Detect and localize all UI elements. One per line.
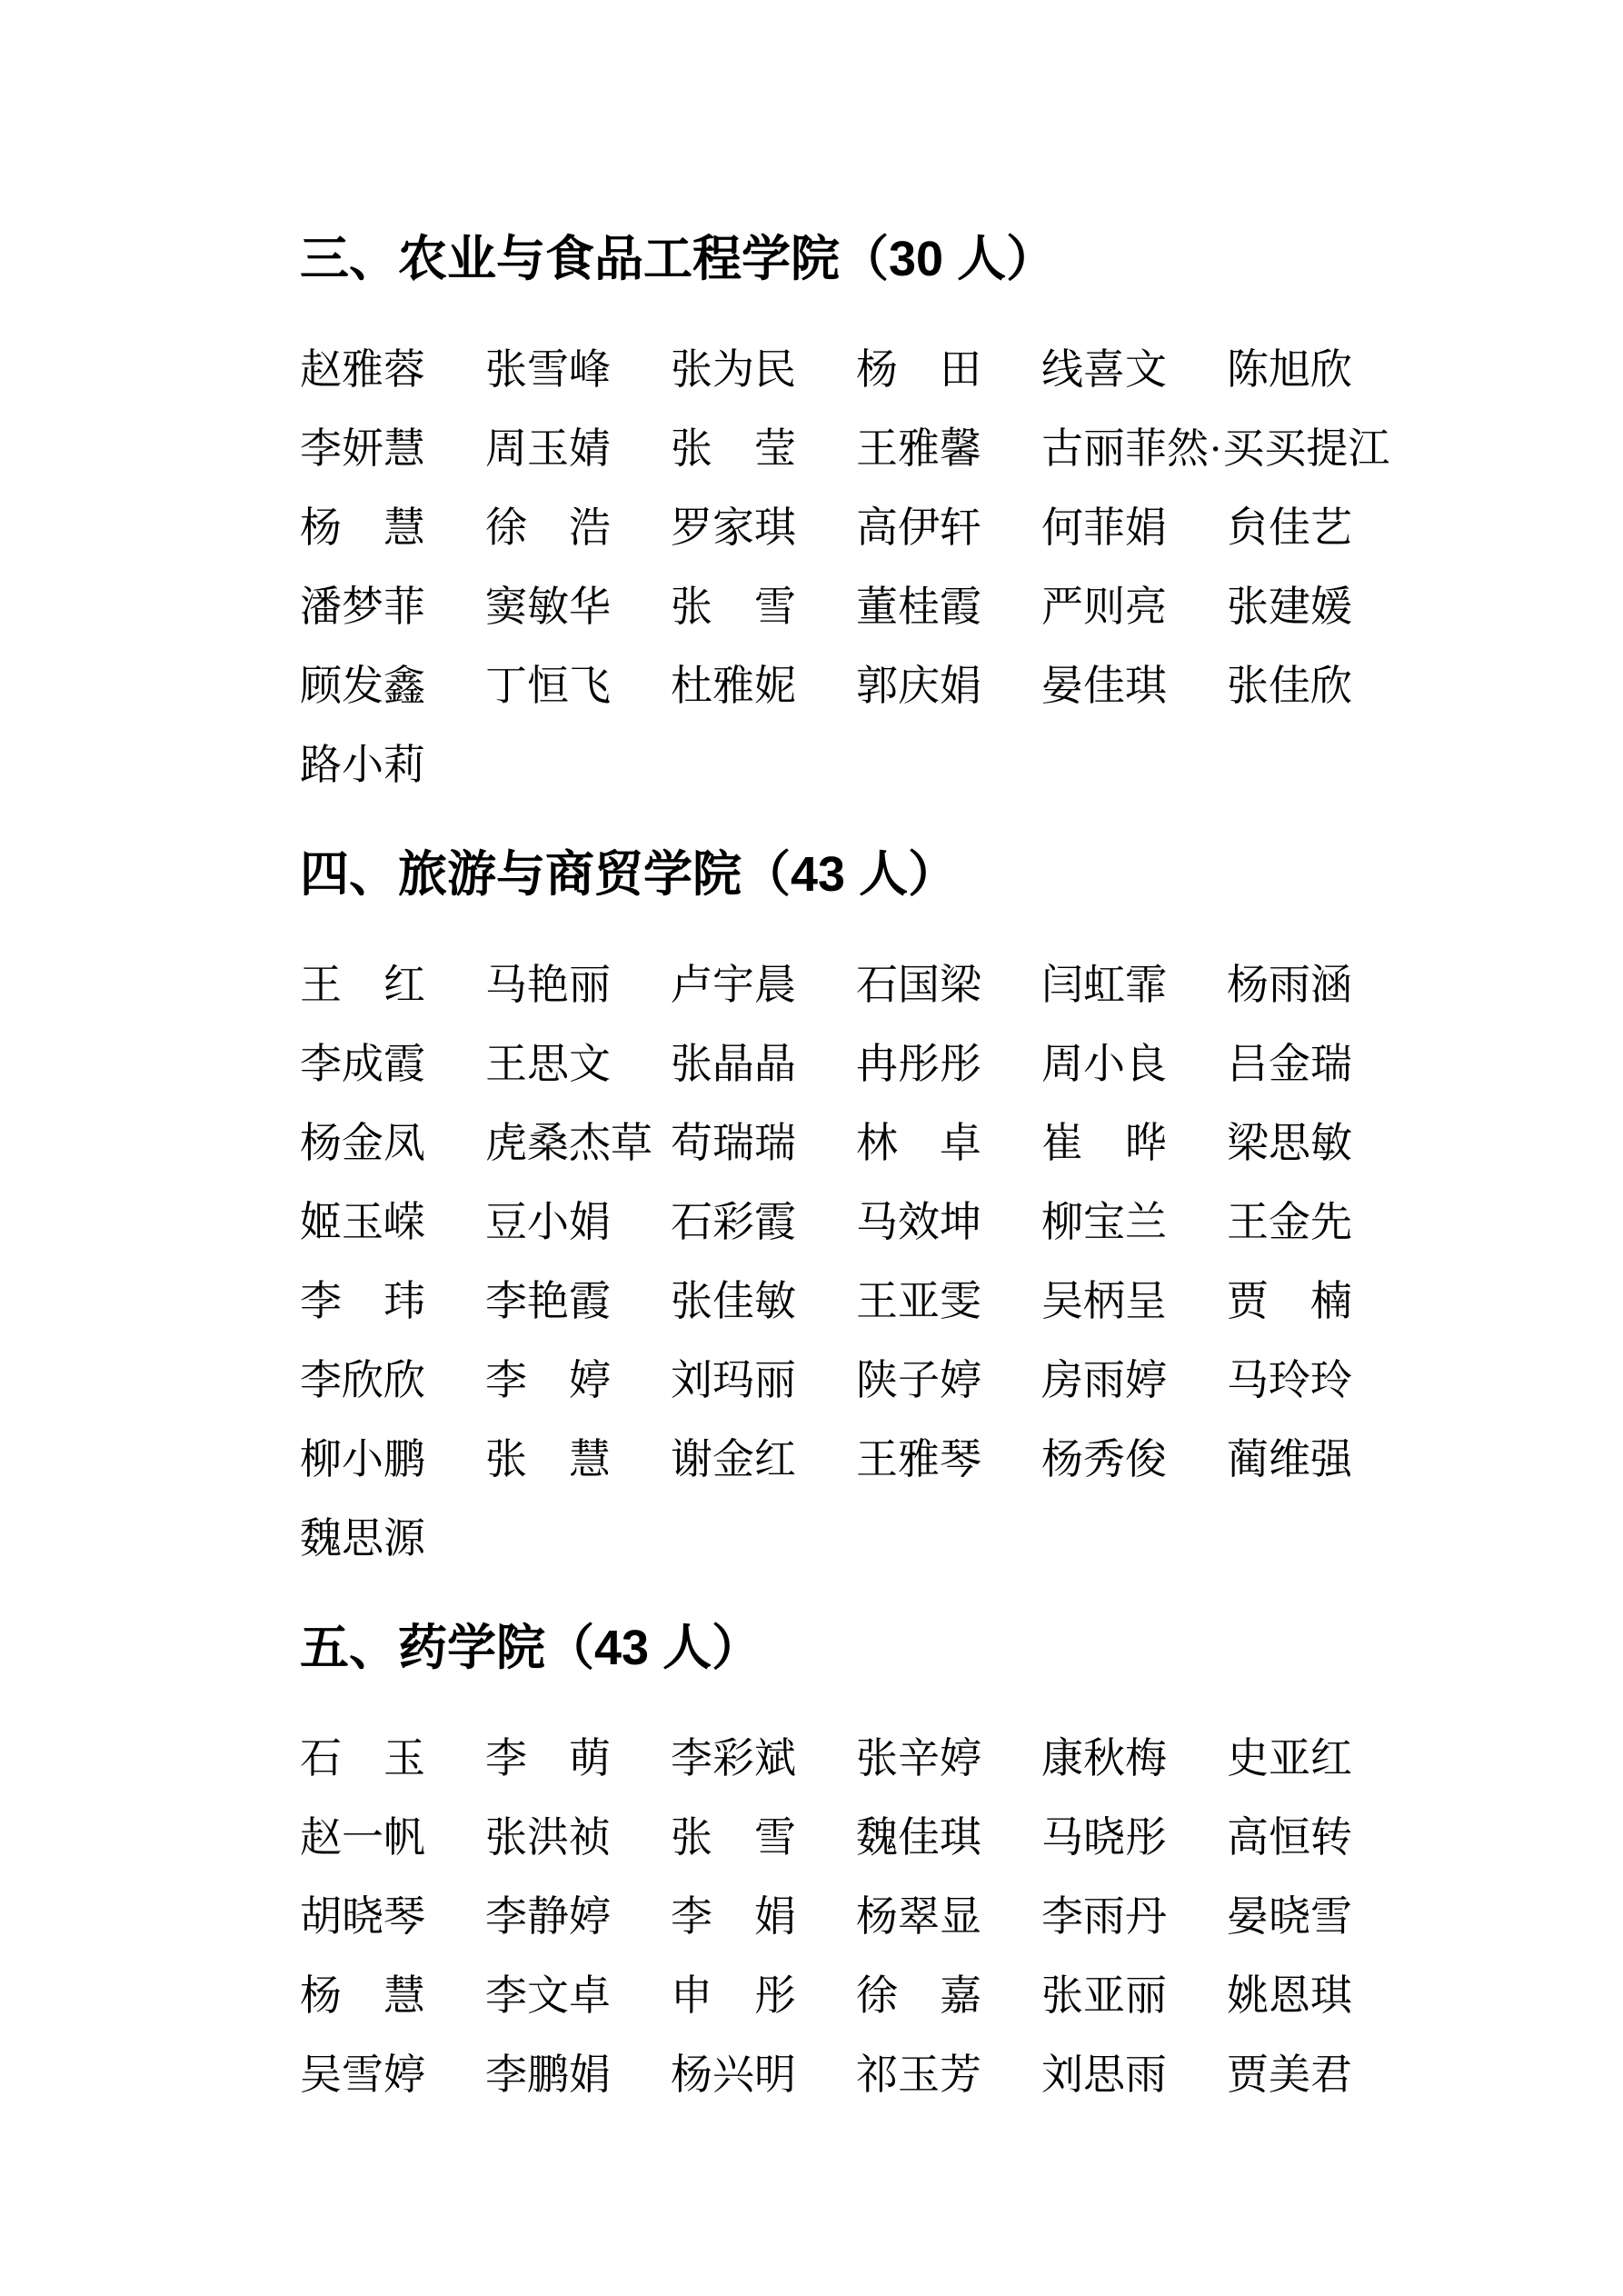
student-name: 顾发鑫 <box>300 663 425 709</box>
student-name: 杨雨涵 <box>1227 962 1352 1008</box>
student-name: 石彩霞 <box>671 1199 796 1245</box>
student-name: 吴雪婷 <box>300 2051 425 2098</box>
student-name: 苟瑞瑞 <box>671 1120 796 1166</box>
student-name: 王思文 <box>485 1041 611 1087</box>
student-name: 杨 慧 <box>300 1972 425 2019</box>
name-row <box>300 586 1459 628</box>
student-name: 张 雪 <box>671 1814 796 1861</box>
student-name: 李 婷 <box>485 1357 611 1403</box>
student-name: 王亚雯 <box>856 1278 981 1324</box>
student-name: 李艳霞 <box>485 1278 611 1324</box>
student-name: 贾 楠 <box>1227 1278 1352 1324</box>
student-name: 李文卓 <box>485 1972 611 2019</box>
college-section <box>300 847 1459 1562</box>
student-name: 徐 嘉 <box>856 1972 981 2019</box>
name-row <box>300 1814 1459 1861</box>
student-name: 张辛婷 <box>856 1735 981 1782</box>
name-row <box>300 1357 1459 1403</box>
student-name: 丁恒飞 <box>485 663 611 709</box>
student-name: 姚恩琪 <box>1227 1972 1352 2019</box>
student-name: 张 慧 <box>485 1436 611 1482</box>
name-row <box>300 964 1459 1006</box>
student-name: 杜雅妮 <box>671 663 796 709</box>
student-name: 李静婷 <box>485 1893 611 1940</box>
student-name: 王雅馨 <box>856 425 981 472</box>
student-name: 王 红 <box>300 962 425 1008</box>
student-name: 石国梁 <box>856 962 981 1008</box>
student-name: 马玲玲 <box>1227 1357 1352 1403</box>
student-name: 李欣欣 <box>300 1357 425 1403</box>
student-name: 蔺维强 <box>1227 1436 1352 1482</box>
student-name: 刘玛丽 <box>671 1357 796 1403</box>
student-name: 张洪祯 <box>485 1814 611 1861</box>
student-name: 贠佳艺 <box>1227 504 1352 551</box>
student-name: 康秋梅 <box>1041 1735 1167 1782</box>
student-name: 林 卓 <box>856 1120 981 1166</box>
student-name: 高恒转 <box>1227 1814 1352 1861</box>
student-name: 周玉婧 <box>485 425 611 472</box>
student-name: 魏思源 <box>300 1515 425 1562</box>
student-name: 王金先 <box>1227 1199 1352 1245</box>
student-name: 房雨婷 <box>1041 1357 1167 1403</box>
name-row <box>300 504 1459 551</box>
student-name: 崔 晔 <box>1041 1120 1167 1166</box>
student-name: 柳宝兰 <box>1041 1199 1167 1245</box>
student-name: 魏佳琪 <box>856 1814 981 1861</box>
name-row <box>300 1199 1459 1245</box>
student-name: 史亚红 <box>1227 1735 1352 1782</box>
student-name: 王雅琴 <box>856 1436 981 1482</box>
student-name: 晏佳琪 <box>1041 663 1167 709</box>
student-name: 窦敏华 <box>485 584 611 630</box>
student-name: 张为民 <box>671 346 796 393</box>
student-name: 石 玉 <box>300 1735 425 1782</box>
student-name: 祁玉芳 <box>856 2051 981 2098</box>
student-name: 吕金瑞 <box>1227 1041 1352 1087</box>
student-name: 陈旭欣 <box>1227 346 1352 393</box>
student-name: 张亚丽 <box>1041 1972 1167 2019</box>
student-name: 周小良 <box>1041 1041 1167 1087</box>
name-row <box>300 1515 1459 1562</box>
student-name: 晏晓雪 <box>1227 1893 1352 1940</box>
student-name: 闫虹霏 <box>1041 962 1167 1008</box>
section-title: 三、农业与食品工程学院（30 人） <box>300 232 1056 286</box>
student-name: 杨翠显 <box>856 1893 981 1940</box>
name-row <box>300 665 1459 707</box>
student-name: 张建媛 <box>1227 584 1352 630</box>
student-name: 梁思敏 <box>1227 1120 1352 1166</box>
section-title: 五、药学院（43 人） <box>300 1621 762 1675</box>
student-name: 李雨丹 <box>1041 1893 1167 1940</box>
student-name: 徐 浩 <box>485 504 611 551</box>
student-name: 胡晓琴 <box>300 1893 425 1940</box>
student-name: 李鹏娟 <box>485 2051 611 2098</box>
college-section <box>300 1623 1459 2096</box>
student-name: 古丽菲然·买买提江 <box>1041 425 1390 472</box>
student-name: 谢金红 <box>671 1436 796 1482</box>
student-name: 李成霞 <box>300 1041 425 1087</box>
student-name: 杨金凤 <box>300 1120 425 1166</box>
name-row <box>300 1735 1459 1782</box>
student-name: 郭庆娟 <box>856 663 981 709</box>
student-name: 张晶晶 <box>671 1041 796 1087</box>
student-name: 马效坤 <box>856 1199 981 1245</box>
student-name: 赵雅蓉 <box>300 346 425 393</box>
name-row <box>300 1893 1459 1940</box>
student-name: 张佳敏 <box>671 1278 796 1324</box>
student-name: 马晓彤 <box>1041 1814 1167 1861</box>
student-name: 杨兴明 <box>671 2051 796 2098</box>
name-row <box>300 1436 1459 1482</box>
name-row <box>300 346 1459 393</box>
student-name: 李彩斌 <box>671 1735 796 1782</box>
name-row <box>300 425 1459 472</box>
student-name: 罗家琪 <box>671 504 796 551</box>
student-name: 李 萌 <box>485 1735 611 1782</box>
student-name: 陕子婷 <box>856 1357 981 1403</box>
student-name: 杨秀俊 <box>1041 1436 1167 1482</box>
student-name: 豆小娟 <box>485 1199 611 1245</box>
student-name: 何菲娟 <box>1041 504 1167 551</box>
student-name: 李 玮 <box>300 1278 425 1324</box>
student-name: 姬玉嵘 <box>300 1199 425 1245</box>
name-row <box>300 1120 1459 1166</box>
name-row <box>300 2051 1459 2098</box>
student-name: 路小莉 <box>300 742 425 788</box>
student-name: 严则亮 <box>1041 584 1167 630</box>
student-name: 张 雪 <box>671 584 796 630</box>
student-name: 虎桑杰草 <box>485 1120 652 1166</box>
name-row <box>300 1043 1459 1085</box>
student-name: 柳小鹏 <box>300 1436 425 1482</box>
student-name: 董桂霞 <box>856 584 981 630</box>
student-name: 张雪峰 <box>485 346 611 393</box>
student-name: 申 彤 <box>671 1972 796 2019</box>
section-title: 四、旅游与商贸学院（43 人） <box>300 847 958 902</box>
student-name: 李妍慧 <box>300 425 425 472</box>
name-row <box>300 1278 1459 1324</box>
student-name: 潘梦菲 <box>300 584 425 630</box>
student-name: 高伊轩 <box>856 504 981 551</box>
student-name: 杨 田 <box>856 346 981 393</box>
student-name: 李 娟 <box>671 1893 796 1940</box>
student-name: 刘思雨 <box>1041 2051 1167 2098</box>
student-name: 马艳丽 <box>485 962 611 1008</box>
name-row <box>300 1972 1459 2019</box>
student-name: 张 莹 <box>671 425 796 472</box>
student-name: 吴柄呈 <box>1041 1278 1167 1324</box>
student-name: 赵一帆 <box>300 1814 425 1861</box>
student-name: 张佳欣 <box>1227 663 1352 709</box>
student-name: 贾美君 <box>1227 2051 1352 2098</box>
student-name: 卢宇晨 <box>671 962 796 1008</box>
college-section <box>300 232 1459 788</box>
student-name: 冉彤彤 <box>856 1041 981 1087</box>
name-row <box>300 744 1459 786</box>
student-name: 线喜文 <box>1041 346 1167 393</box>
student-name: 杨 慧 <box>300 504 425 551</box>
